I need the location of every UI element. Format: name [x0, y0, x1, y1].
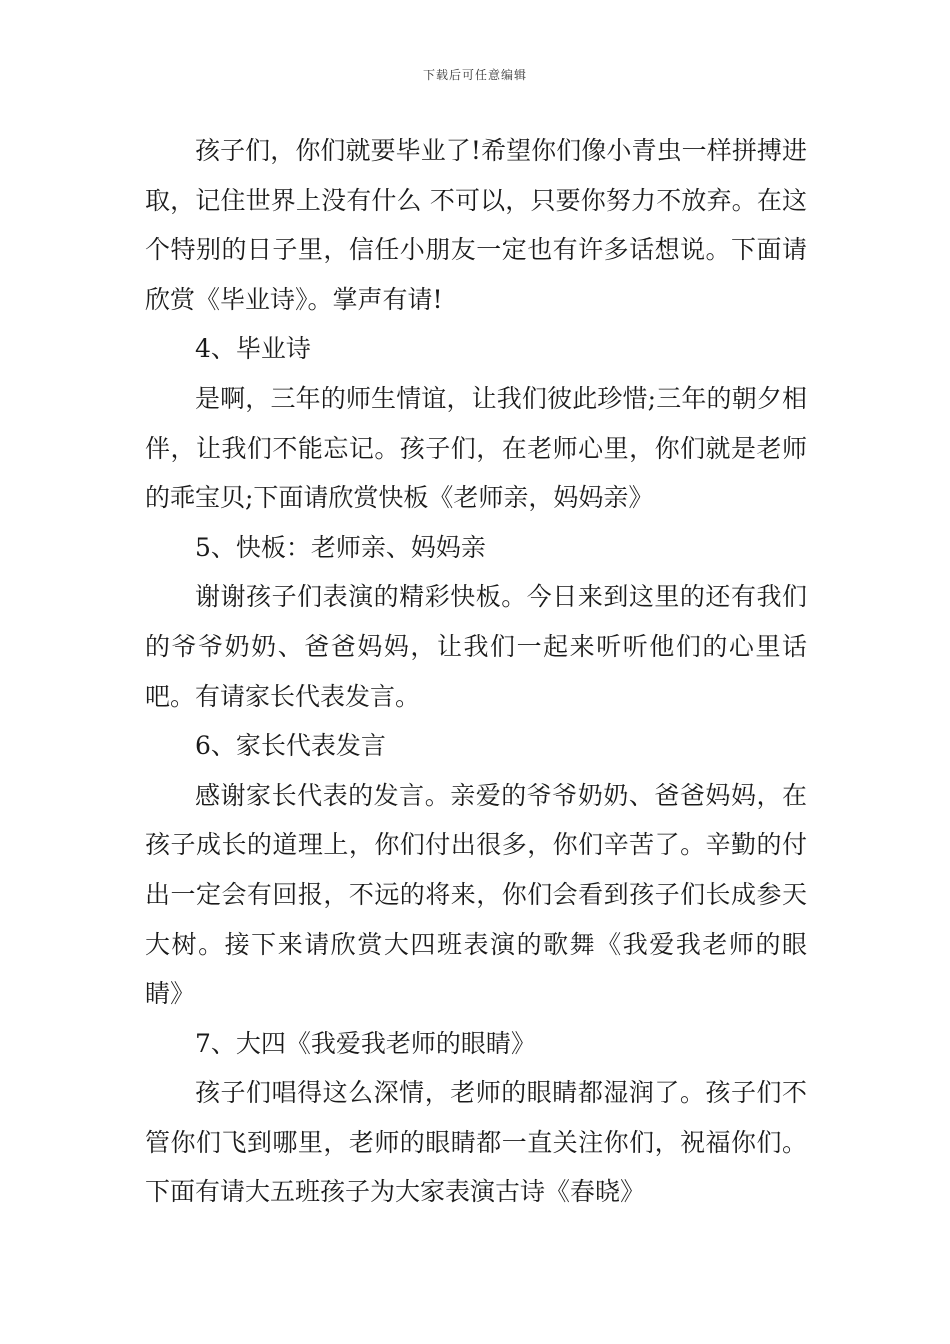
program-item-4: 4、毕业诗 [195, 334, 311, 364]
paragraph-teacher-student: 是啊，三年的师生情谊，让我们彼此珍惜;三年的朝夕相伴，让我们不能忘记。孩子们，在老师心里，你们就是老师的乖宝贝;下面请欣赏快板《老师亲，妈妈亲》 [145, 383, 807, 513]
program-item-7: 7、大四《我爱我老师的眼睛》 [195, 1028, 536, 1058]
paragraph-graduation-intro: 孩子们，你们就要毕业了!希望你们像小青虫一样拼搏进取，记住世界上没有什么 不可以，只要你努力不放弃。在这个特别的日子里，信任小朋友一定也有许多话想说。下面请欣赏《毕业诗》。掌声有请! [145, 136, 807, 314]
paragraph-thanks-kuaiban: 谢谢孩子们表演的精彩快板。今日来到这里的还有我们的爷爷奶奶、爸爸妈妈，让我们一起来听听他们的心里话吧。有请家长代表发言。 [145, 582, 807, 711]
paragraph-next-poem: 孩子们唱得这么深情，老师的眼睛都湿润了。孩子们不管你们飞到哪里，老师的眼睛都一直关注你们，祝福你们。下面有请大五班孩子为大家表演古诗《春晓》 [145, 1078, 807, 1207]
page-header: 下载后可任意编辑 [422, 68, 527, 82]
program-item-6: 6、家长代表发言 [195, 731, 386, 761]
program-item-5: 5、快板：老师亲、妈妈亲 [195, 532, 486, 562]
document-body [145, 126, 807, 1217]
paragraph-thanks-parents: 感谢家长代表的发言。亲爱的爷爷奶奶、爸爸妈妈，在孩子成长的道理上，你们付出很多，你们辛苦了。辛勤的付出一定会有回报，不远的将来，你们会看到孩子们长成参天大树。接下来请欣赏大四班表演的歌舞《我爱我老师的眼睛》 [145, 780, 807, 1009]
